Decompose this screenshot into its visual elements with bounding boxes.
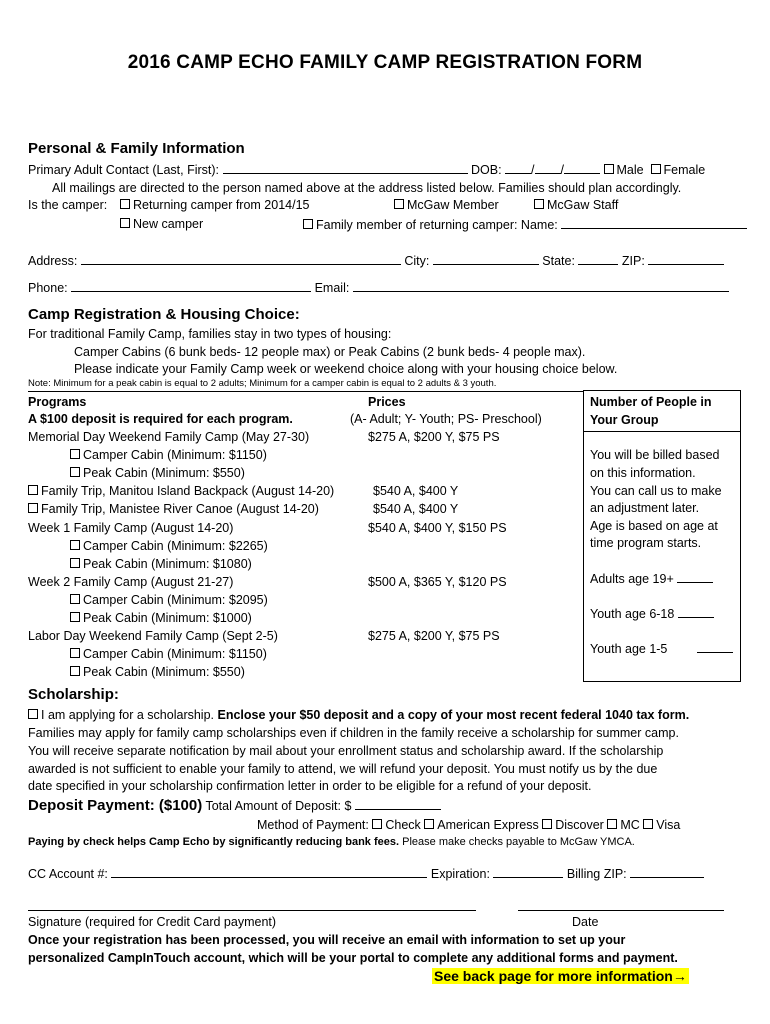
total-deposit-field[interactable] <box>355 798 441 810</box>
primary-contact-field[interactable] <box>223 162 468 174</box>
expiration-label: Expiration: <box>430 867 490 881</box>
scholarship-checkbox[interactable] <box>28 709 38 719</box>
program-row <box>70 665 245 679</box>
check-checkbox[interactable] <box>372 819 382 829</box>
program-label: Week 2 Family Camp (August 21-27) <box>28 575 234 589</box>
mcgaw-staff-checkbox[interactable] <box>534 199 544 209</box>
check-note: Please make checks payable to McGaw YMCA. <box>402 836 635 848</box>
youth-count-field[interactable] <box>678 606 714 618</box>
arrow-right-icon: → <box>672 968 687 984</box>
program-label: Camper Cabin (Minimum: $1150) <box>83 647 267 661</box>
group-header-1: Number of People in <box>590 395 712 409</box>
page-title: 2016 CAMP ECHO FAMILY CAMP REGISTRATION FORM <box>127 52 643 73</box>
table-top-rule <box>28 391 583 392</box>
phone-email-row <box>28 280 729 295</box>
payment-method-label: Method of Payment: <box>257 818 369 832</box>
program-row <box>28 502 319 516</box>
female-checkbox[interactable] <box>651 164 661 174</box>
group-info-6: time program starts. <box>590 536 702 550</box>
footer-line-1: Once your registration has been processed, you will receive an email with information to set up your <box>28 933 626 947</box>
family-member-label: Family member of returning camper: Name: <box>316 218 558 232</box>
scholarship-heading: Scholarship: <box>28 686 119 703</box>
young-label: Youth age 1-5 <box>590 642 668 656</box>
mcgaw-member-label: McGaw Member <box>407 198 499 212</box>
male-label: Male <box>616 163 644 177</box>
program-label: Week 1 Family Camp (August 14-20) <box>28 521 234 535</box>
program-price: $500 A, $365 Y, $120 PS <box>368 575 507 589</box>
cc-account-field[interactable] <box>111 866 427 878</box>
group-box-rule <box>584 431 740 432</box>
program-checkbox[interactable] <box>70 558 80 568</box>
program-label: Family Trip, Manitou Island Backpack (August 14-20) <box>41 484 335 498</box>
program-checkbox[interactable] <box>70 449 80 459</box>
group-info-5: Age is based on age at <box>590 519 718 533</box>
footer-line-2: personalized CampInTouch account, which will be your portal to complete any additional forms and payment. <box>28 951 678 965</box>
prices-header: Prices <box>368 395 406 409</box>
program-checkbox[interactable] <box>70 467 80 477</box>
program-label: Labor Day Weekend Family Camp (Sept 2-5) <box>28 629 278 643</box>
address-field[interactable] <box>81 253 401 265</box>
group-info-3: You can call us to make <box>590 484 722 498</box>
cc-row <box>28 866 704 881</box>
program-checkbox[interactable] <box>70 540 80 550</box>
mcgaw-member-checkbox[interactable] <box>394 199 404 209</box>
program-checkbox[interactable] <box>70 612 80 622</box>
young-row <box>590 641 733 656</box>
payment-method-row <box>257 818 680 832</box>
city-field[interactable] <box>433 253 539 265</box>
dob-day-field[interactable] <box>535 162 561 174</box>
adults-count-field[interactable] <box>677 571 713 583</box>
program-label: Camper Cabin (Minimum: $2095) <box>83 593 268 607</box>
program-row <box>70 647 267 661</box>
address-row <box>28 253 724 268</box>
billing-zip-label: Billing ZIP: <box>566 867 627 881</box>
back-page-callout <box>432 968 689 984</box>
female-label: Female <box>663 163 706 177</box>
program-label: Peak Cabin (Minimum: $1000) <box>83 611 252 625</box>
camper-label: Is the camper: <box>28 198 108 212</box>
billing-zip-field[interactable] <box>630 866 704 878</box>
program-row <box>28 484 334 498</box>
family-member-checkbox[interactable] <box>303 219 313 229</box>
scholarship-enclose-note: Enclose your $50 deposit and a copy of your most recent federal 1040 tax form. <box>217 708 690 722</box>
program-checkbox[interactable] <box>28 503 38 513</box>
program-label: Camper Cabin (Minimum: $1150) <box>83 448 267 462</box>
address-label: Address: <box>28 254 78 268</box>
mc-label: MC <box>620 818 640 832</box>
state-label: State: <box>542 254 575 268</box>
group-info-2: on this information. <box>590 466 696 480</box>
program-row <box>70 557 252 571</box>
check-note-bold: Paying by check helps Camp Echo by significantly reducing bank fees. <box>28 836 400 848</box>
amex-checkbox[interactable] <box>424 819 434 829</box>
back-page-text <box>432 968 689 984</box>
mcgaw-staff-label: McGaw Staff <box>547 198 619 212</box>
group-size-box <box>583 390 741 682</box>
housing-line-2: Camper Cabins (6 bunk beds- 12 people max) or Peak Cabins (2 bunk beds- 4 people max). <box>74 345 586 359</box>
deposit-heading: Deposit Payment: ($100) <box>28 797 203 814</box>
program-checkbox[interactable] <box>70 666 80 676</box>
zip-label: ZIP: <box>621 254 645 268</box>
housing-line-1: For traditional Family Camp, families stay in two types of housing: <box>28 327 392 341</box>
program-row <box>28 430 309 444</box>
cabin-minimum-note: Note: Minimum for a peak cabin is equal to 2 adults; Minimum for a camper cabin is equal to 2 adults & 3 youth. <box>28 378 497 389</box>
zip-field[interactable] <box>648 253 724 265</box>
deposit-row <box>28 797 441 814</box>
adults-label: Adults age 19+ <box>590 572 674 586</box>
returning-camper-checkbox[interactable] <box>120 199 130 209</box>
program-checkbox[interactable] <box>28 485 38 495</box>
program-price: $275 A, $200 Y, $75 PS <box>368 629 500 643</box>
group-info-4: an adjustment later. <box>590 501 700 515</box>
email-field[interactable] <box>353 280 729 292</box>
date-line[interactable] <box>518 910 724 911</box>
program-row <box>28 575 233 589</box>
program-label: Peak Cabin (Minimum: $1080) <box>83 557 252 571</box>
total-deposit-label: Total Amount of Deposit: $ <box>205 799 352 813</box>
signature-label: Signature (required for Credit Card payment) <box>28 915 277 929</box>
program-price: $540 A, $400 Y, $150 PS <box>368 521 507 535</box>
program-row <box>70 611 252 625</box>
phone-label: Phone: <box>28 281 68 295</box>
dob-year-field[interactable] <box>564 162 600 174</box>
price-key: (A- Adult; Y- Youth; PS- Preschool) <box>350 412 542 426</box>
scholarship-apply-row <box>28 708 689 722</box>
program-row <box>28 521 233 535</box>
signature-line[interactable] <box>28 910 476 911</box>
check-note-row <box>28 836 635 849</box>
new-camper-label: New camper <box>133 217 204 231</box>
program-checkbox[interactable] <box>70 648 80 658</box>
program-label: Family Trip, Manistee River Canoe (August 14-20) <box>41 502 319 516</box>
visa-checkbox[interactable] <box>643 819 653 829</box>
discover-label: Discover <box>555 818 604 832</box>
new-camper-option <box>120 217 203 231</box>
program-price: $540 A, $400 Y <box>373 484 459 498</box>
email-label: Email: <box>314 281 350 295</box>
dob-slash: / <box>560 163 565 177</box>
program-row <box>70 448 267 462</box>
youth-row <box>590 606 714 621</box>
mailing-note: All mailings are directed to the person named above at the address listed below. Families should plan accordingly. <box>52 181 682 195</box>
returning-camper-option <box>120 198 309 212</box>
group-header-2: Your Group <box>590 413 659 427</box>
discover-checkbox[interactable] <box>542 819 552 829</box>
scholarship-apply-label: I am applying for a scholarship. <box>41 708 215 722</box>
program-label: Peak Cabin (Minimum: $550) <box>83 466 245 480</box>
deposit-required-note: A $100 deposit is required for each program. <box>28 412 293 426</box>
family-member-name-field[interactable] <box>561 217 747 229</box>
date-label: Date <box>572 915 599 929</box>
dob-slash: / <box>531 163 535 177</box>
cc-account-label: CC Account #: <box>28 867 108 881</box>
program-row <box>70 466 245 480</box>
scholarship-line-4: date specified in your scholarship confirmation letter in order to be eligible for a refund of your deposit. <box>28 779 592 793</box>
program-price: $275 A, $200 Y, $75 PS <box>368 430 500 444</box>
mc-checkbox[interactable] <box>607 819 617 829</box>
mcgaw-member-option <box>394 198 499 212</box>
back-page-label: See back page for more information <box>434 968 673 984</box>
check-label: Check <box>385 818 421 832</box>
program-label: Memorial Day Weekend Family Camp (May 27-30) <box>28 430 310 444</box>
program-label: Camper Cabin (Minimum: $2265) <box>83 539 268 553</box>
family-member-option <box>303 217 747 232</box>
adults-row <box>590 571 713 586</box>
city-label: City: <box>404 254 430 268</box>
housing-line-3: Please indicate your Family Camp week or weekend choice along with your housing choice below. <box>74 362 618 376</box>
new-camper-checkbox[interactable] <box>120 218 130 228</box>
program-label: Peak Cabin (Minimum: $550) <box>83 665 245 679</box>
group-info-1: You will be billed based <box>590 448 720 462</box>
male-checkbox[interactable] <box>604 164 614 174</box>
scholarship-line-3: awarded is not sufficient to enable your family to attend, we will refund your deposit. You must notify us by the due <box>28 762 658 776</box>
visa-label: Visa <box>656 818 681 832</box>
scholarship-line-1: Families may apply for family camp scholarships even if children in the family receive a scholarship for summer camp. <box>28 726 679 740</box>
program-checkbox[interactable] <box>70 594 80 604</box>
programs-header: Programs <box>28 395 87 409</box>
state-field[interactable] <box>578 253 618 265</box>
amex-label: American Express <box>437 818 539 832</box>
young-count-field[interactable] <box>697 641 733 653</box>
expiration-field[interactable] <box>493 866 563 878</box>
youth-label: Youth age 6-18 <box>590 607 675 621</box>
registration-heading: Camp Registration & Housing Choice: <box>28 306 300 323</box>
mcgaw-staff-option <box>534 198 618 212</box>
dob-label: DOB: <box>471 163 502 177</box>
program-price: $540 A, $400 Y <box>373 502 459 516</box>
returning-camper-label: Returning camper from 2014/15 <box>133 198 310 212</box>
dob-month-field[interactable] <box>505 162 531 174</box>
personal-heading: Personal & Family Information <box>28 140 245 157</box>
program-row <box>28 629 278 643</box>
program-row <box>70 539 268 553</box>
primary-contact-row <box>28 162 705 177</box>
scholarship-line-2: You will receive separate notification by mail about your enrollment status and scholarship award. If the scholarship <box>28 744 664 758</box>
phone-field[interactable] <box>71 280 311 292</box>
primary-contact-label: Primary Adult Contact (Last, First): <box>28 163 220 177</box>
program-row <box>70 593 268 607</box>
